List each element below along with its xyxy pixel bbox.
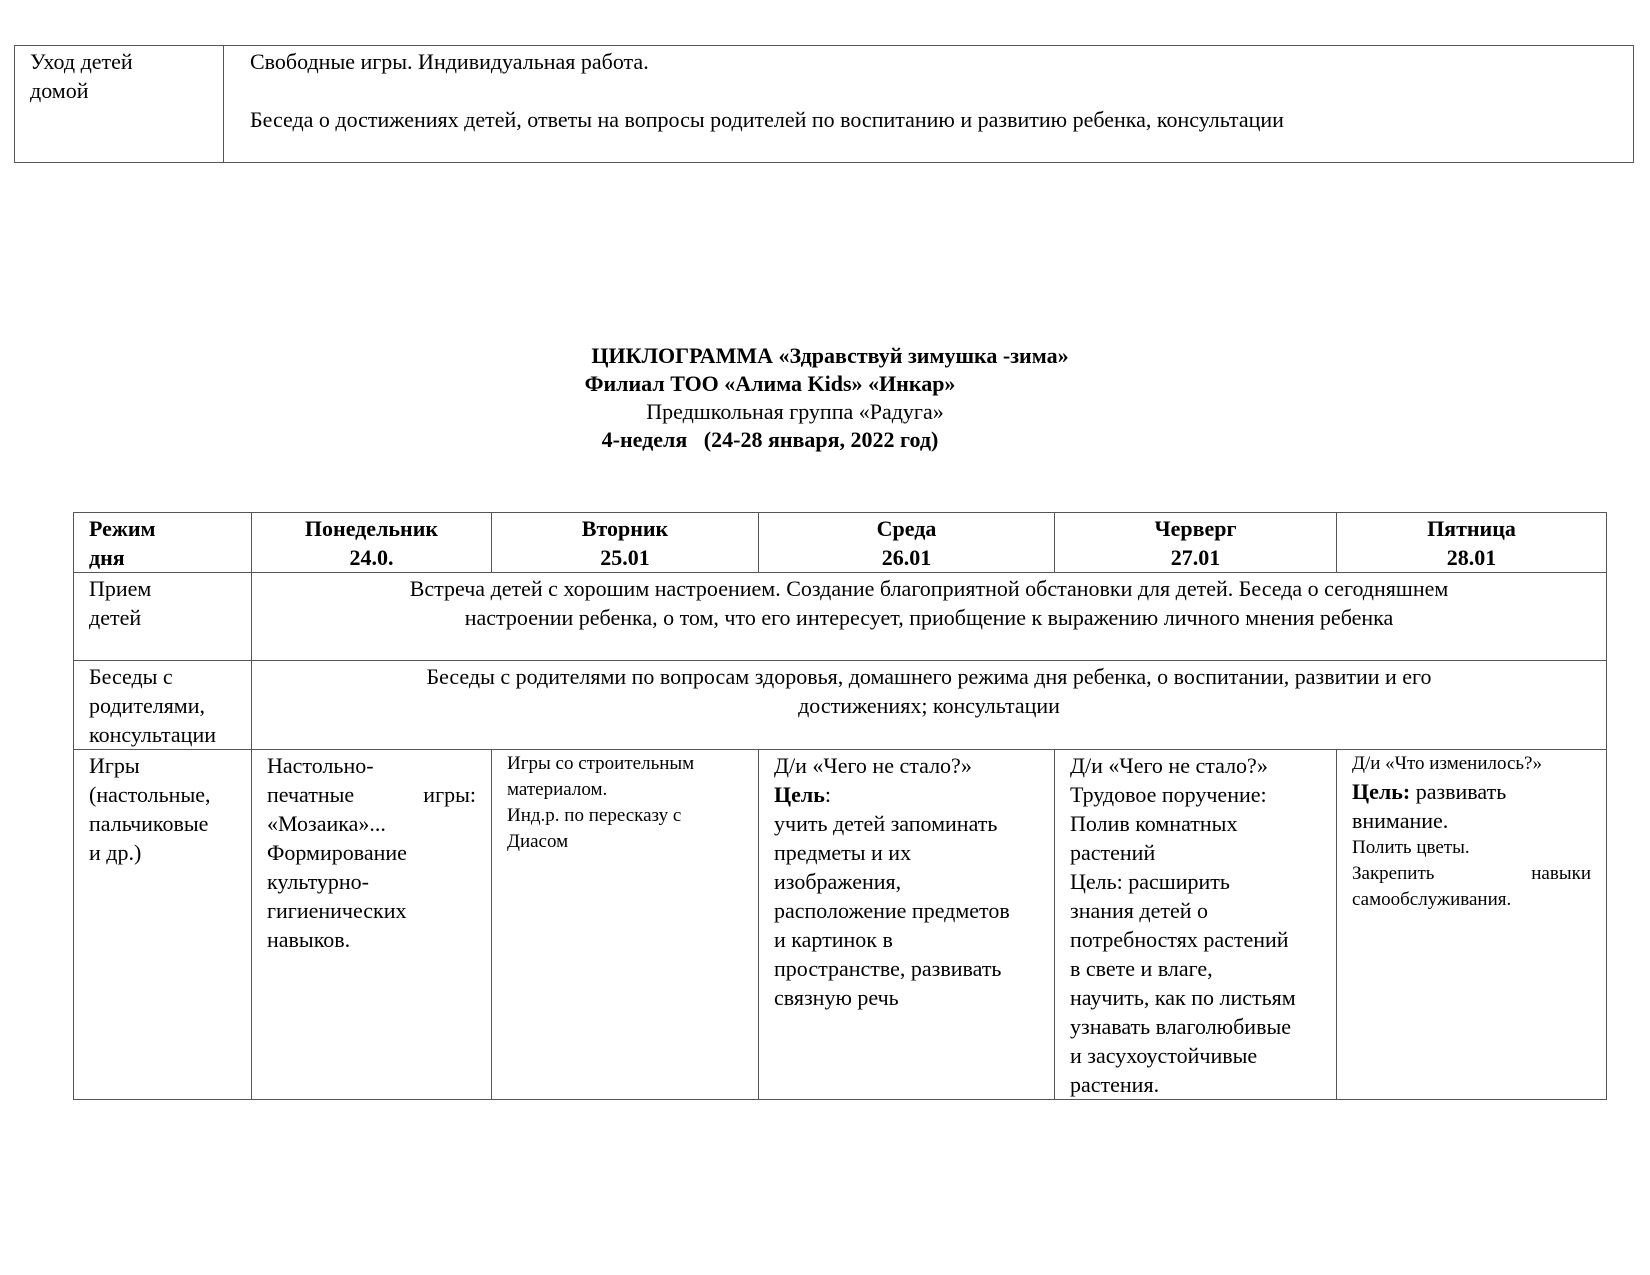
reception-label-line2: детей <box>89 605 142 630</box>
reception-text-cell <box>252 573 1607 661</box>
header-day-tuesday <box>492 513 759 573</box>
fri-line: самообслуживания. <box>1352 889 1512 910</box>
day-name: Черверг <box>1154 516 1237 541</box>
day-name: Понедельник <box>304 516 439 541</box>
wed-line: связную речь <box>774 985 899 1010</box>
fri-goal-label: Цель: <box>1352 779 1411 804</box>
header-day-wednesday <box>759 513 1055 573</box>
parents-label-cell <box>74 661 252 750</box>
games-thursday-cell <box>1055 750 1337 1100</box>
wed-line: и картинок в <box>774 927 893 952</box>
wed-goal-colon: : <box>824 782 831 807</box>
header-regime-line1: Режим <box>89 516 156 541</box>
games-row <box>74 750 1607 1100</box>
tue-line: Инд.р. по пересказу с <box>507 805 682 826</box>
games-label-line3: пальчиковые <box>89 811 209 836</box>
thu-line: научить, как по листьям <box>1070 985 1296 1010</box>
header-regime-line2: дня <box>89 545 125 570</box>
departure-row <box>15 46 1634 163</box>
mon-line: гигиенических <box>267 898 407 923</box>
wed-line: изображения, <box>774 869 902 894</box>
fri-line: Полить цветы. <box>1352 837 1470 858</box>
header-day-monday <box>252 513 492 573</box>
header-day-thursday <box>1055 513 1337 573</box>
thu-line: Трудовое поручение: <box>1070 782 1267 807</box>
day-date: 25.01 <box>600 545 650 570</box>
thu-line: Полив комнатных <box>1070 811 1238 836</box>
games-label-cell <box>74 750 252 1100</box>
reception-text-line2: настроении ребенка, о том, что его интересует, приобщение к выражению личного мнения ребенка <box>464 605 1394 630</box>
header-day-friday <box>1337 513 1607 573</box>
thu-line: узнавать влаголюбивые <box>1070 1014 1292 1039</box>
departure-label-cell <box>15 46 224 163</box>
header-regime-cell <box>74 513 252 573</box>
mon-line: печатные игры: <box>267 782 476 807</box>
thu-line: знания детей о <box>1070 898 1209 923</box>
departure-label-line2: домой <box>30 78 89 103</box>
parents-text-line1: Беседы с родителями по вопросам здоровья, домашнего режима дня ребенка, о воспитании, развитии и его <box>426 664 1432 689</box>
reception-text-line1: Встреча детей с хорошим настроением. Создание благоприятной обстановки для детей. Беседа о сегодняшнем <box>409 576 1449 601</box>
day-date: 24.0. <box>349 545 394 570</box>
fri-goal-text: развивать <box>1410 779 1507 804</box>
header-row <box>74 513 1607 573</box>
departure-content-cell <box>224 46 1634 163</box>
tue-line: Диасом <box>507 831 569 852</box>
fri-line: Закрепить навыки <box>1352 863 1591 884</box>
games-monday-cell <box>252 750 492 1100</box>
departure-table <box>14 45 1634 163</box>
mon-line: Формирование <box>267 840 407 865</box>
fri-goal-line <box>1352 777 1591 806</box>
title-branch: Филиал ТОО «Алима Kids» «Инкар» <box>584 371 956 396</box>
parents-label-line1: Беседы с <box>89 664 173 689</box>
spacer <box>250 76 1607 105</box>
reception-label-cell <box>74 573 252 661</box>
thu-line: растений <box>1070 840 1156 865</box>
title-cyclogram: ЦИКЛОГРАММА «Здравствуй зимушка -зима» <box>591 343 1069 368</box>
parents-row <box>74 661 1607 750</box>
wed-line: учить детей запоминать <box>774 811 998 836</box>
thu-line: потребностях растений <box>1070 927 1289 952</box>
fri-line: внимание. <box>1352 808 1449 833</box>
thu-line: растения. <box>1070 1072 1160 1097</box>
parents-label-line3: консультации <box>89 722 216 747</box>
departure-label-line1: Уход детей <box>30 49 133 74</box>
games-wednesday-cell <box>759 750 1055 1100</box>
parents-text-line2: достижениях; консультации <box>798 693 1060 718</box>
reception-row <box>74 573 1607 661</box>
mon-line: навыков. <box>267 927 351 952</box>
wed-line: расположение предметов <box>774 898 1010 923</box>
thu-line: Цель: расширить <box>1070 869 1230 894</box>
tue-line: материалом. <box>507 779 608 800</box>
day-date: 26.01 <box>881 545 932 570</box>
day-date: 28.01 <box>1446 545 1497 570</box>
mon-line: «Мозаика»... <box>267 811 386 836</box>
wed-line: пространстве, развивать <box>774 956 1002 981</box>
parents-text-cell <box>252 661 1607 750</box>
departure-text-free-games: Свободные игры. Индивидуальная работа. <box>250 49 649 74</box>
reception-label-line1: Прием <box>89 576 152 601</box>
tue-line: Игры со строительным <box>507 753 695 774</box>
departure-text-conversation: Беседа о достижениях детей, ответы на вопросы родителей по воспитанию и развитию ребенка, консультации <box>250 107 1284 132</box>
thu-line: в свете и влаге, <box>1070 956 1213 981</box>
schedule-table <box>73 512 1607 1100</box>
fri-line: Д/и «Что изменилось?» <box>1352 753 1542 774</box>
games-label-line1: Игры <box>89 753 140 778</box>
day-name: Пятница <box>1427 516 1516 541</box>
games-tuesday-cell <box>492 750 759 1100</box>
parents-label-line2: родителями, <box>89 693 206 718</box>
wed-goal-label: Цель <box>774 782 825 807</box>
games-label-line2: (настольные, <box>89 782 211 807</box>
title-week: 4-неделя (24-28 января, 2022 год) <box>601 427 939 452</box>
thu-line: и засухоустойчивые <box>1070 1043 1258 1068</box>
thu-line: Д/и «Чего не стало?» <box>1070 753 1268 778</box>
games-label-line4: и др.) <box>89 840 142 865</box>
wed-line: Д/и «Чего не стало?» <box>774 753 972 778</box>
wed-goal-line <box>774 780 1039 809</box>
wed-line: предметы и их <box>774 840 912 865</box>
day-name: Среда <box>876 516 937 541</box>
day-name: Вторник <box>581 516 669 541</box>
games-friday-cell <box>1337 750 1607 1100</box>
document-title-block <box>0 342 1650 454</box>
title-group: Предшкольная группа «Радуга» <box>646 399 944 424</box>
mon-line: культурно- <box>267 869 370 894</box>
mon-line: Настольно- <box>267 753 374 778</box>
day-date: 27.01 <box>1170 545 1221 570</box>
